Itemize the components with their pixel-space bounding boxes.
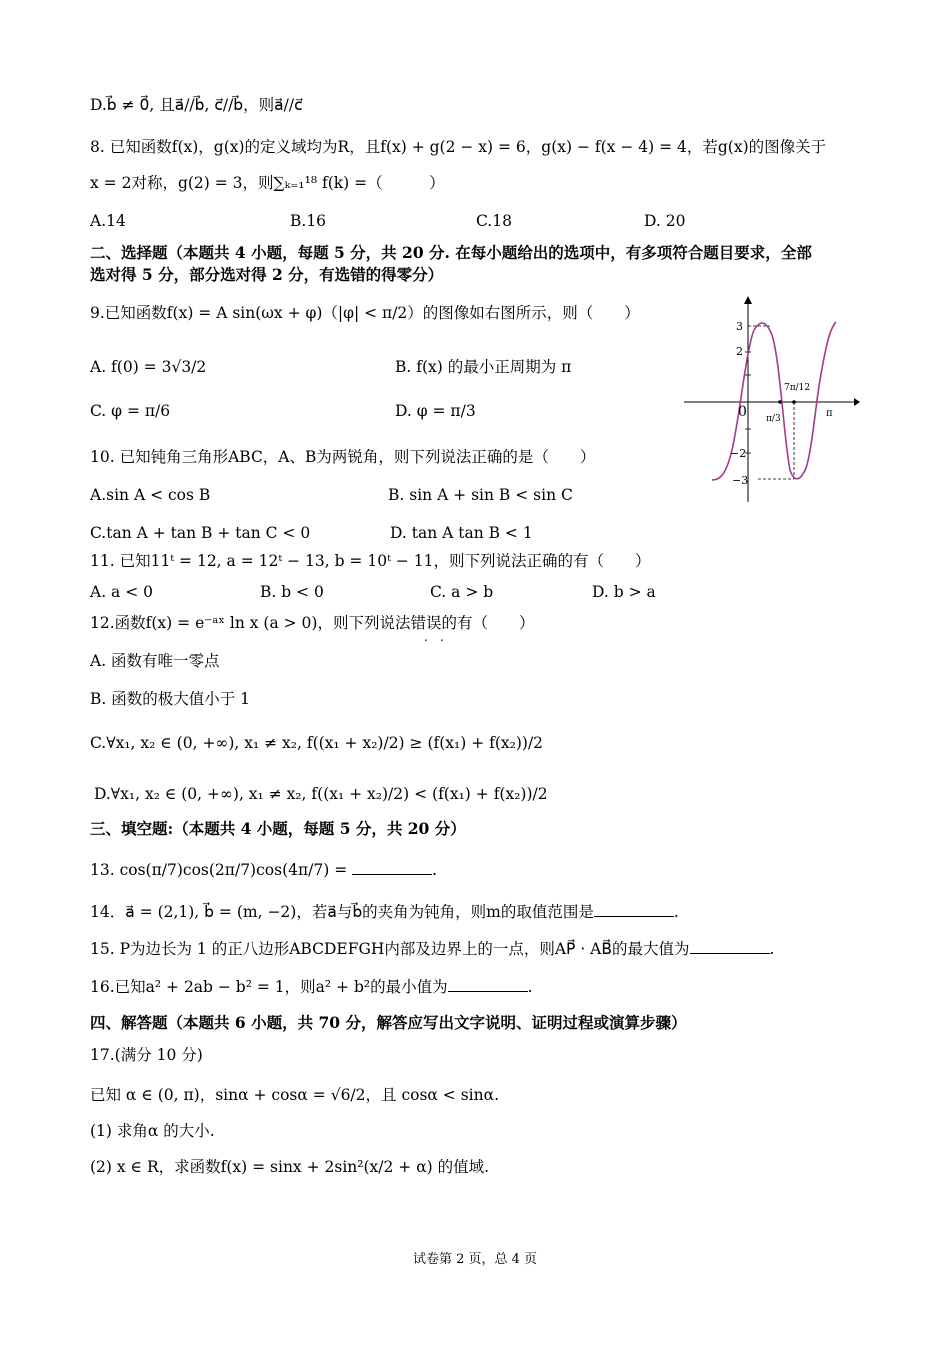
section-2-heading: 二、选择题（本题共 4 小题，每题 5 分，共 20 分. 在每小题给出的选项中，有多项符合题目要求，全部 bbox=[90, 243, 812, 262]
q16-text: 16.已知a² + 2ab − b² = 1，则a² + b²的最小值为 bbox=[90, 978, 448, 996]
q14-stem: 14．a⃗ = (2,1), b⃗ = (m, −2)，若a⃗与b⃗的夹角为钝角，则m的取值范围是 . bbox=[90, 900, 679, 923]
q17-heading: 17.(满分 10 分) bbox=[90, 1046, 203, 1064]
q15-text: 15. P为边长为 1 的正八边形ABCDEFGH内部及边界上的一点，则AP⃗ · AB⃗的最大值为 bbox=[90, 940, 690, 958]
q13-text: 13. cos(π/7)cos(2π/7)cos(4π/7) = bbox=[90, 861, 348, 879]
q14-text: 14．a⃗ = (2,1), b⃗ = (m, −2)，若a⃗与b⃗的夹角为钝角，则m的取值范围是 bbox=[90, 903, 594, 921]
q16-stem: 16.已知a² + 2ab − b² = 1，则a² + b²的最小值为 . bbox=[90, 975, 533, 998]
sine-graph-figure bbox=[680, 290, 860, 505]
q9-stem: 9.已知函数f(x) = A sin(ωx + φ)（|φ| < π/2）的图像如右图所示，则（ ） bbox=[90, 304, 640, 322]
q11-option-a: A. a < 0 bbox=[90, 583, 153, 601]
emphasis-dot: . bbox=[424, 630, 428, 644]
tick-label-7pi-12: 7π/12 bbox=[784, 383, 811, 393]
q9-option-d: D. φ = π/3 bbox=[395, 402, 476, 420]
q12-option-c: C.∀x₁, x₂ ∈ (0, +∞), x₁ ≠ x₂, f((x₁ + x₂)/2) ≥ (f(x₁) + f(x₂))/2 bbox=[90, 734, 544, 752]
answer-blank bbox=[448, 975, 528, 992]
q10-option-c: C.tan A + tan B + tan C < 0 bbox=[90, 524, 311, 542]
q8-stem-line2: x = 2对称，g(2) = 3，则∑ₖ₌₁¹⁸ f(k) =（ ） bbox=[90, 174, 445, 192]
q10-option-b: B. sin A + sin B < sin C bbox=[388, 486, 573, 504]
answer-blank bbox=[690, 937, 770, 954]
tick-label-pi: π bbox=[826, 408, 833, 419]
tick-label-pi-3: π/3 bbox=[766, 414, 781, 424]
q9-option-b: B. f(x) 的最小正周期为 π bbox=[395, 358, 572, 376]
q10-option-a: A.sin A < cos B bbox=[90, 486, 211, 504]
q11-option-c: C. a > b bbox=[430, 583, 494, 601]
q11-option-d: D. b > a bbox=[592, 583, 656, 601]
q12-stem: 12.函数f(x) = e⁻ᵃˣ ln x (a > 0)，则下列说法错误的有（ ） bbox=[90, 614, 535, 632]
q17-given: 已知 α ∈ (0, π)，sinα + cosα = √6/2，且 cosα < sinα. bbox=[90, 1086, 500, 1104]
q12-option-b: B. 函数的极大值小于 1 bbox=[90, 690, 251, 708]
q8-option-a: A.14 bbox=[90, 212, 126, 230]
answer-blank bbox=[594, 900, 674, 917]
q11-stem: 11. 已知11ᵗ = 12, a = 12ᵗ − 13, b = 10ᵗ − 11，则下列说法正确的有（ ） bbox=[90, 552, 651, 570]
q9-option-a: A. f(0) = 3√3/2 bbox=[90, 358, 207, 376]
q8-option-d: D. 20 bbox=[644, 212, 686, 230]
q9-option-c: C. φ = π/6 bbox=[90, 402, 171, 420]
answer-blank bbox=[352, 858, 432, 875]
q8-stem-line1: 8. 已知函数f(x)，g(x)的定义域均为R，且f(x) + g(2 − x) = 6，g(x) − f(x − 4) = 4，若g(x)的图像关于 bbox=[90, 138, 827, 156]
q8-option-c: C.18 bbox=[476, 212, 512, 230]
q17-part-1: (1) 求角α 的大小. bbox=[90, 1122, 215, 1140]
section-4-heading: 四、解答题（本题共 6 小题，共 70 分，解答应写出文字说明、证明过程或演算步骤） bbox=[90, 1013, 687, 1032]
q12-option-a: A. 函数有唯一零点 bbox=[90, 652, 220, 670]
section-2-heading-cont: 选对得 5 分，部分选对得 2 分，有选错的得零分） bbox=[90, 265, 444, 284]
q8-option-b: B.16 bbox=[290, 212, 327, 230]
emphasis-dot: . bbox=[440, 630, 444, 644]
q12-option-d: D.∀x₁, x₂ ∈ (0, +∞), x₁ ≠ x₂, f((x₁ + x₂)/2) < (f(x₁) + f(x₂))/2 bbox=[94, 785, 548, 803]
tick-label-neg3: −3 bbox=[732, 474, 749, 487]
tick-label-3: 3 bbox=[736, 320, 743, 333]
q17-part-2: (2) x ∈ R，求函数f(x) = sinx + 2sin²(x/2 + α) 的值域. bbox=[90, 1158, 490, 1176]
section-3-heading: 三、填空题:（本题共 4 小题，每题 5 分，共 20 分） bbox=[90, 819, 466, 838]
q7-option-d: D.b⃗ ≠ 0⃗, 且a⃗//b⃗, c⃗//b⃗，则a⃗//c⃗ bbox=[90, 96, 303, 114]
q10-stem: 10. 已知钝角三角形ABC，A、B为两锐角，则下列说法正确的是（ ） bbox=[90, 448, 596, 466]
page-footer: 试卷第 2 页，总 4 页 bbox=[412, 1252, 538, 1267]
q15-stem: 15. P为边长为 1 的正八边形ABCDEFGH内部及边界上的一点，则AP⃗ · AB⃗的最大值为 . bbox=[90, 937, 774, 960]
q13-stem: 13. cos(π/7)cos(2π/7)cos(4π/7) = . bbox=[90, 858, 437, 881]
tick-label-2: 2 bbox=[736, 345, 743, 358]
origin-label: 0 bbox=[738, 404, 747, 420]
tick-label-neg2: −2 bbox=[730, 447, 747, 460]
q11-option-b: B. b < 0 bbox=[260, 583, 324, 601]
q10-option-d: D. tan A tan B < 1 bbox=[390, 524, 533, 542]
